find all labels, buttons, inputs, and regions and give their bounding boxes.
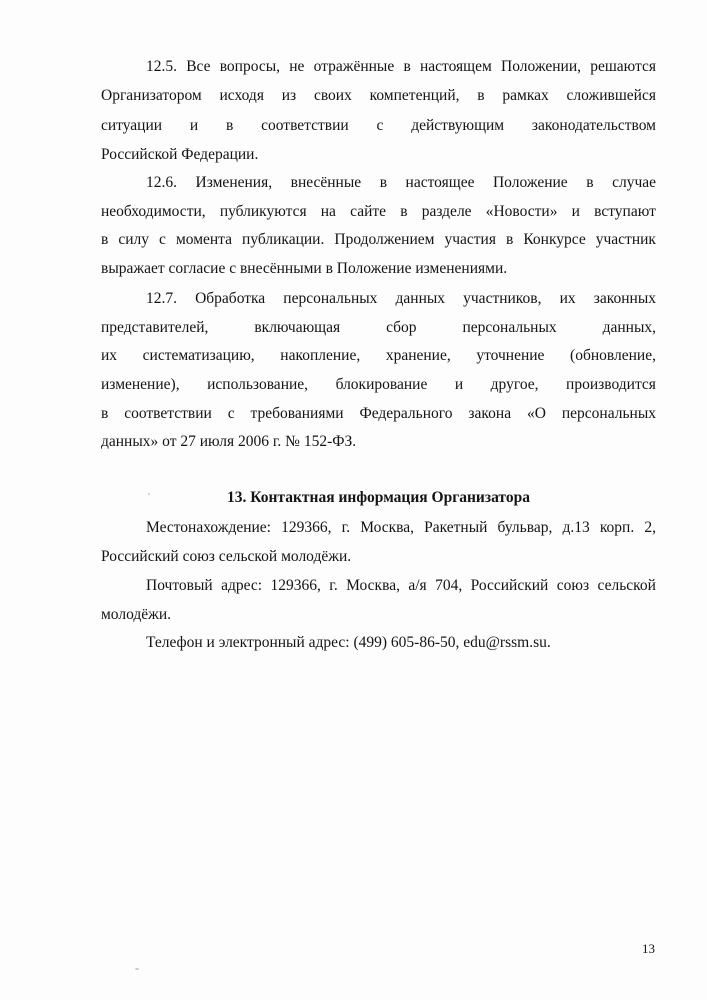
paragraph-12-7-line-1: 12.7. Обработка персональных данных участников, их законных [146,290,656,307]
paragraph-12-7-line-6: данных» от 27 июля 2006 г. № 152-ФЗ. [101,433,357,450]
paragraph-12-7-line-4: изменение), использование, блокирование и другое, производится [101,376,656,393]
paragraph-12-5-line-1: 12.5. Все вопросы, не отражённые в настоящем Положении, решаются [146,58,656,75]
postal-address-line-1: Почтовый адрес: 129366, г. Москва, а/я 704, Российский союз сельской [146,577,656,594]
paragraph-12-6-line-2: необходимости, публикуются на сайте в разделе «Новости» и вступают [101,203,656,220]
postal-address-line-2: молодёжи. [101,606,172,623]
paragraph-12-5-line-2: Организатором исходя из своих компетенций, в рамках сложившейся [101,87,656,104]
paragraph-12-7-line-2: представителей, включающая сбор персональных данных, [101,319,656,336]
paragraph-12-5-line-4: Российской Федерации. [101,146,259,163]
scan-speck [135,968,139,970]
paragraph-12-6-line-1: 12.6. Изменения, внесённые в настоящее Положение в случае [146,174,656,191]
paragraph-12-7-line-5: в соответствии с требованиями Федерального закона «О персональных [101,405,656,422]
scan-speck [148,493,150,495]
location-line-1: Местонахождение: 129366, г. Москва, Ракетный бульвар, д.13 корп. 2, [146,519,656,536]
page-number: 13 [642,941,655,956]
paragraph-12-5-line-3: ситуации и в соответствии с действующим законодательством [101,117,656,134]
section-13-heading: 13. Контактная информация Организатора [227,489,530,506]
paragraph-12-6-line-4: выражает согласие с внесёнными в Положение изменениями. [101,260,508,277]
contacts-line: Телефон и электронный адрес: (499) 605-86-50, edu@rssm.su. [146,634,551,651]
paragraph-12-6-line-3: в силу с момента публикации. Продолжением участия в Конкурсе участник [101,231,656,248]
location-line-2: Российский союз сельской молодёжи. [101,548,352,565]
paragraph-12-7-line-3: их систематизацию, накопление, хранение, уточнение (обновление, [101,347,656,364]
